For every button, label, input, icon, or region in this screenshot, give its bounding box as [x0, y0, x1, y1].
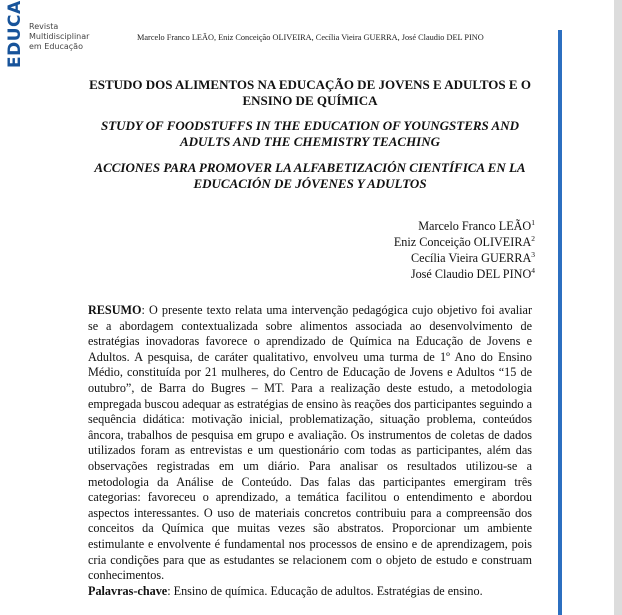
- author-list: [394, 218, 535, 282]
- title-portuguese: ESTUDO DOS ALIMENTOS NA EDUCAÇÃO DE JOVENS E ADULTOS E O ENSINO DE QUÍMICA: [89, 77, 531, 108]
- abstract-label: RESUMO: [88, 303, 142, 317]
- page-edge: [614, 0, 622, 615]
- abstract-paragraph: [88, 303, 532, 584]
- author-name: José Claudio DEL PINO: [410, 267, 532, 281]
- logo-line-3: em Educação: [29, 42, 83, 51]
- author-footnote-mark: 1: [531, 217, 535, 227]
- author-name: Cecília Vieira GUERRA: [411, 251, 532, 265]
- author-footnote-mark: 4: [531, 265, 535, 275]
- title-english: STUDY OF FOODSTUFFS IN THE EDUCATION OF YOUNGSTERS AND ADULTS AND THE CHEMISTRY TEACHING: [100, 118, 519, 149]
- logo-line-1: Revista: [29, 22, 59, 31]
- author-name: Marcelo Franco LEÃO: [418, 219, 532, 233]
- author-name: Eniz Conceição OLIVEIRA: [393, 235, 532, 249]
- logo-wordmark: EDUCA: [5, 0, 25, 68]
- keywords-label: Palavras-chave: [88, 583, 168, 598]
- author-2: [394, 234, 535, 250]
- running-header-authors: Marcelo Franco LEÃO, Eniz Conceição OLIVEIRA, Cecília Vieira GUERRA, José Claudio DEL PINO: [137, 33, 484, 42]
- abstract-text: : O presente texto relata uma intervenção pedagógica cujo objetivo foi avaliar se a abordagem contextualizada sobre alimentos associada ao desenvolvimento de estratégias inovadoras favorece o aprendizado de Química na Educação de Jovens e Adultos. A pesquisa, de caráter qualitativo, envolveu uma turma de 1º Ano do Ensino Médio, constituída por 21 mulheres, do Centro de Educação de Jovens e Adultos “15 de outubro”, de Barra do Bugres – MT. Para a realização deste estudo, a metodologia empregada buscou adequar as estratégias de ensino às reações dos participantes seguindo a sequência didática: motivação inicial, problematização, situação problema, conteúdos âncora, trabalhos de pesquisa em grupo e avaliação. Os instrumentos de coletas de dados utilizados foram as entrevistas e um questionário com todas as participantes, além das observações registradas em um diário. Para analisar os resultados utilizou-se a metodologia da Análise de Conteúdo. Das falas das participantes emergiram três categorias: favoreceu o aprendizado, a temática facilitou o entendimento e abordou aspectos interessantes. O uso de materiais concretos contribuiu para a compreensão dos conceitos da Química que muitas vezes são abstratos. Proporcionar um ambiente estimulante e envolvente é fundamental nos processos de ensino e de aprendizagem, pois cria condições para que as estudantes se relacionem com o objeto de estudo e construam conhecimentos.: [88, 303, 532, 583]
- logo-journal-name: [29, 22, 89, 52]
- journal-logo: [4, 2, 114, 68]
- author-4: [394, 266, 535, 282]
- author-footnote-mark: 2: [531, 233, 535, 243]
- author-1: [394, 218, 535, 234]
- keywords-paragraph: [88, 584, 532, 600]
- side-rule: [558, 30, 562, 615]
- logo-line-2: Multidisciplinar: [29, 32, 90, 41]
- abstract-section: [88, 303, 532, 599]
- keywords-text: : Ensino de química. Educação de adultos. Estratégias de ensino.: [167, 583, 483, 598]
- title-spanish: ACCIONES PARA PROMOVER LA ALFABETIZACIÓN CIENTÍFICA EN LA EDUCACIÓN DE JÓVENES Y ADULTOS: [94, 160, 526, 191]
- author-3: [394, 250, 535, 266]
- author-footnote-mark: 3: [531, 249, 535, 259]
